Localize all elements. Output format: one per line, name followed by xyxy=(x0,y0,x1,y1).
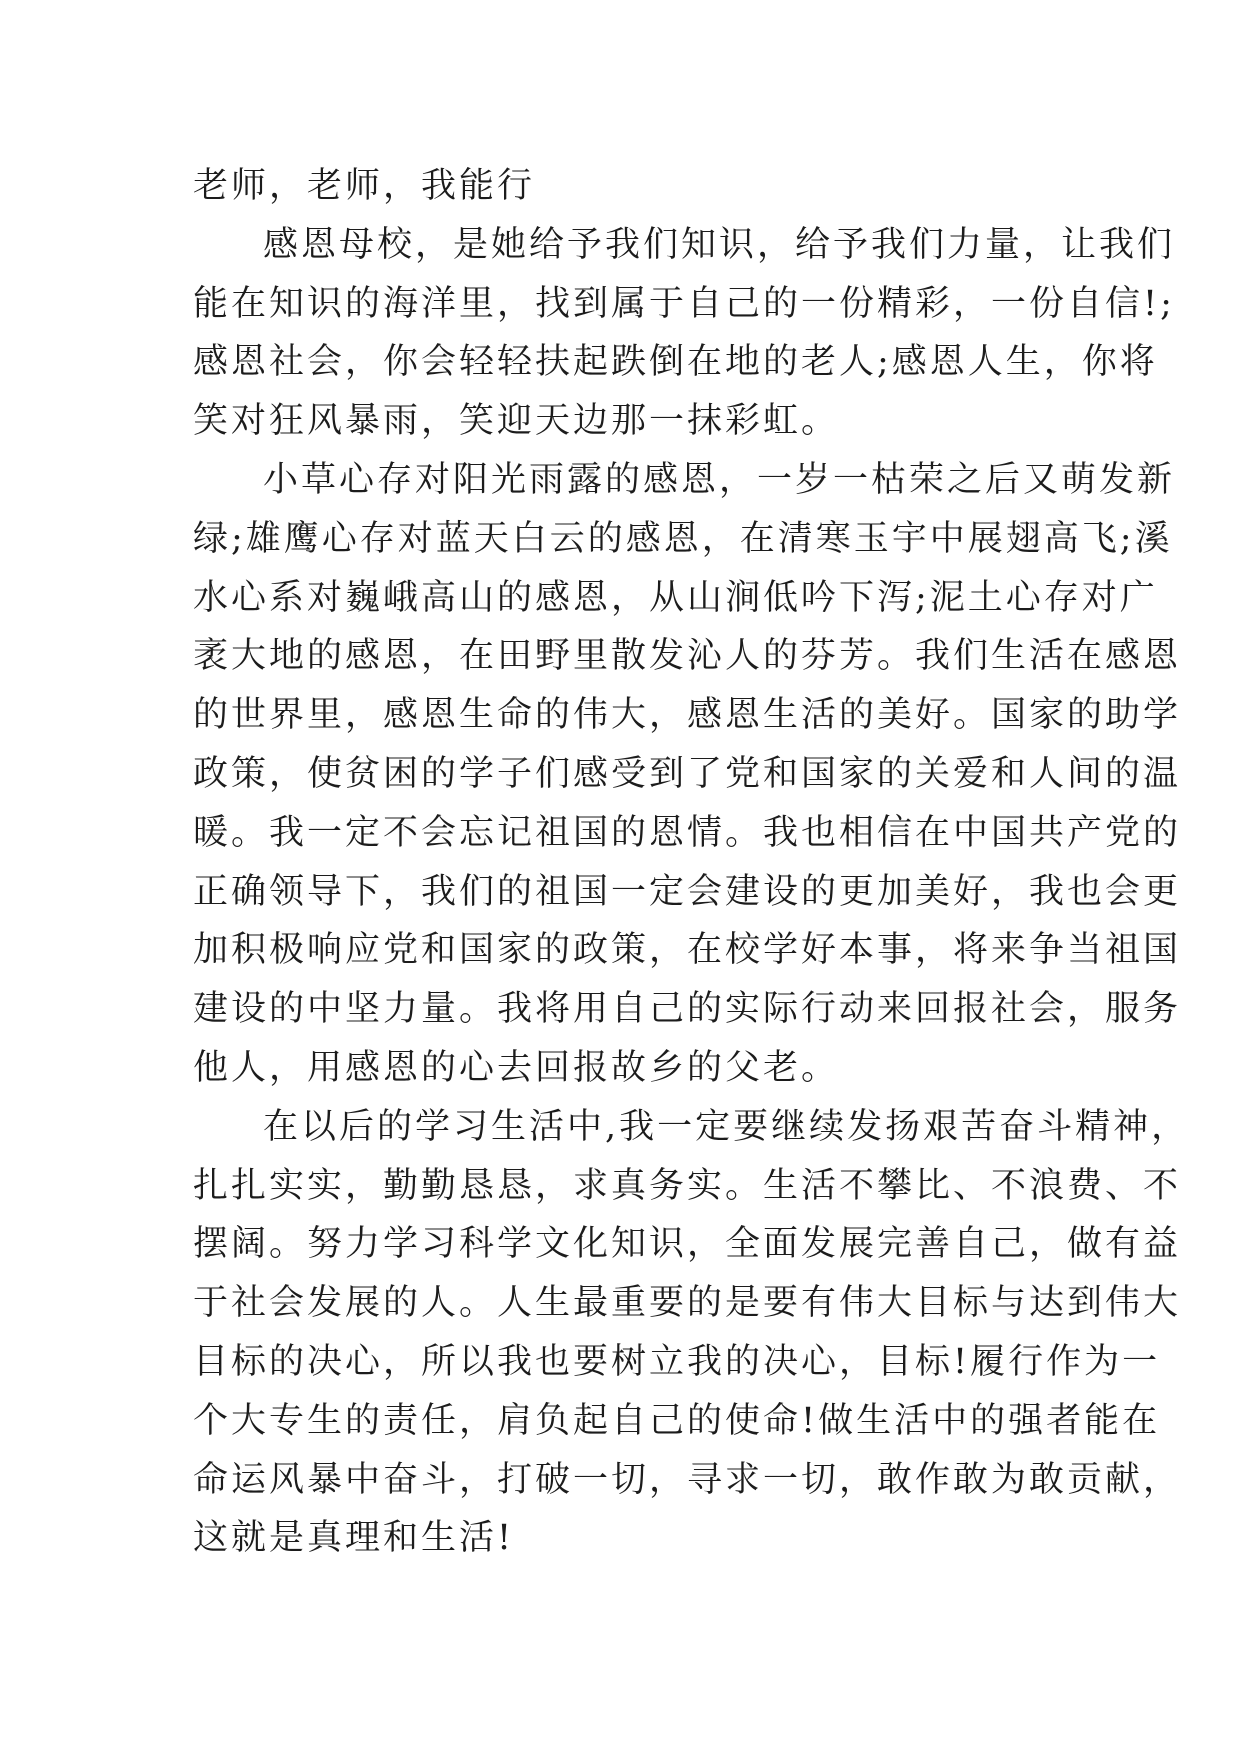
text-line: 个大专生的责任，肩负起自己的使命!做生活中的强者能在 xyxy=(193,1400,1161,1441)
document-body xyxy=(193,157,1190,1568)
text-line: 袤大地的感恩，在田野里散发沁人的芬芳。我们生活在感恩 xyxy=(193,636,1182,677)
text-line: 正确领导下，我们的祖国一定会建设的更加美好，我也会更 xyxy=(193,871,1182,912)
text-line: 绿;雄鹰心存对蓝天白云的感恩，在清寒玉宇中展翅高飞;溪 xyxy=(193,518,1173,559)
text-line: 扎扎实实，勤勤恳恳，求真务实。生活不攀比、不浪费、不 xyxy=(193,1165,1182,1206)
text-line: 政策，使贫困的学子们感受到了党和国家的关爱和人间的温 xyxy=(193,753,1182,794)
text-line: 感恩母校，是她给予我们知识，给予我们力量，让我们 xyxy=(263,224,1176,265)
text-line: 能在知识的海洋里，找到属于自己的一份精彩，一份自信!; xyxy=(193,283,1175,324)
text-line: 笑对狂风暴雨，笑迎天边那一抹彩虹。 xyxy=(193,401,840,442)
text-line: 这就是真理和生活! xyxy=(193,1518,515,1559)
text-line: 的世界里，感恩生命的伟大，感恩生活的美好。国家的助学 xyxy=(193,695,1182,736)
text-line: 命运风暴中奋斗，打破一切，寻求一切，敢作敢为敢贡献， xyxy=(193,1459,1182,1500)
text-line: 小草心存对阳光雨露的感恩，一岁一枯荣之后又萌发新 xyxy=(263,459,1176,500)
text-line: 他人，用感恩的心去回报故乡的父老。 xyxy=(193,1047,840,1088)
text-line: 在以后的学习生活中,我一定要继续发扬艰苦奋斗精神， xyxy=(263,1106,1190,1147)
text-line: 建设的中坚力量。我将用自己的实际行动来回报社会，服务 xyxy=(193,989,1182,1030)
text-line: 加积极响应党和国家的政策，在校学好本事，将来争当祖国 xyxy=(193,930,1182,971)
text-line: 老师，老师，我能行 xyxy=(193,166,536,206)
text-line: 水心系对巍峨高山的感恩，从山涧低吟下泻;泥土心存对广 xyxy=(193,577,1158,618)
text-line: 感恩社会，你会轻轻扶起跌倒在地的老人;感恩人生，你将 xyxy=(193,342,1158,383)
text-line: 暖。我一定不会忘记祖国的恩情。我也相信在中国共产党的 xyxy=(193,812,1182,853)
text-line: 目标的决心，所以我也要树立我的决心，目标!履行作为一 xyxy=(193,1341,1161,1382)
text-line: 摆阔。努力学习科学文化知识，全面发展完善自己，做有益 xyxy=(193,1224,1182,1265)
text-line: 于社会发展的人。人生最重要的是要有伟大目标与达到伟大 xyxy=(193,1283,1182,1324)
